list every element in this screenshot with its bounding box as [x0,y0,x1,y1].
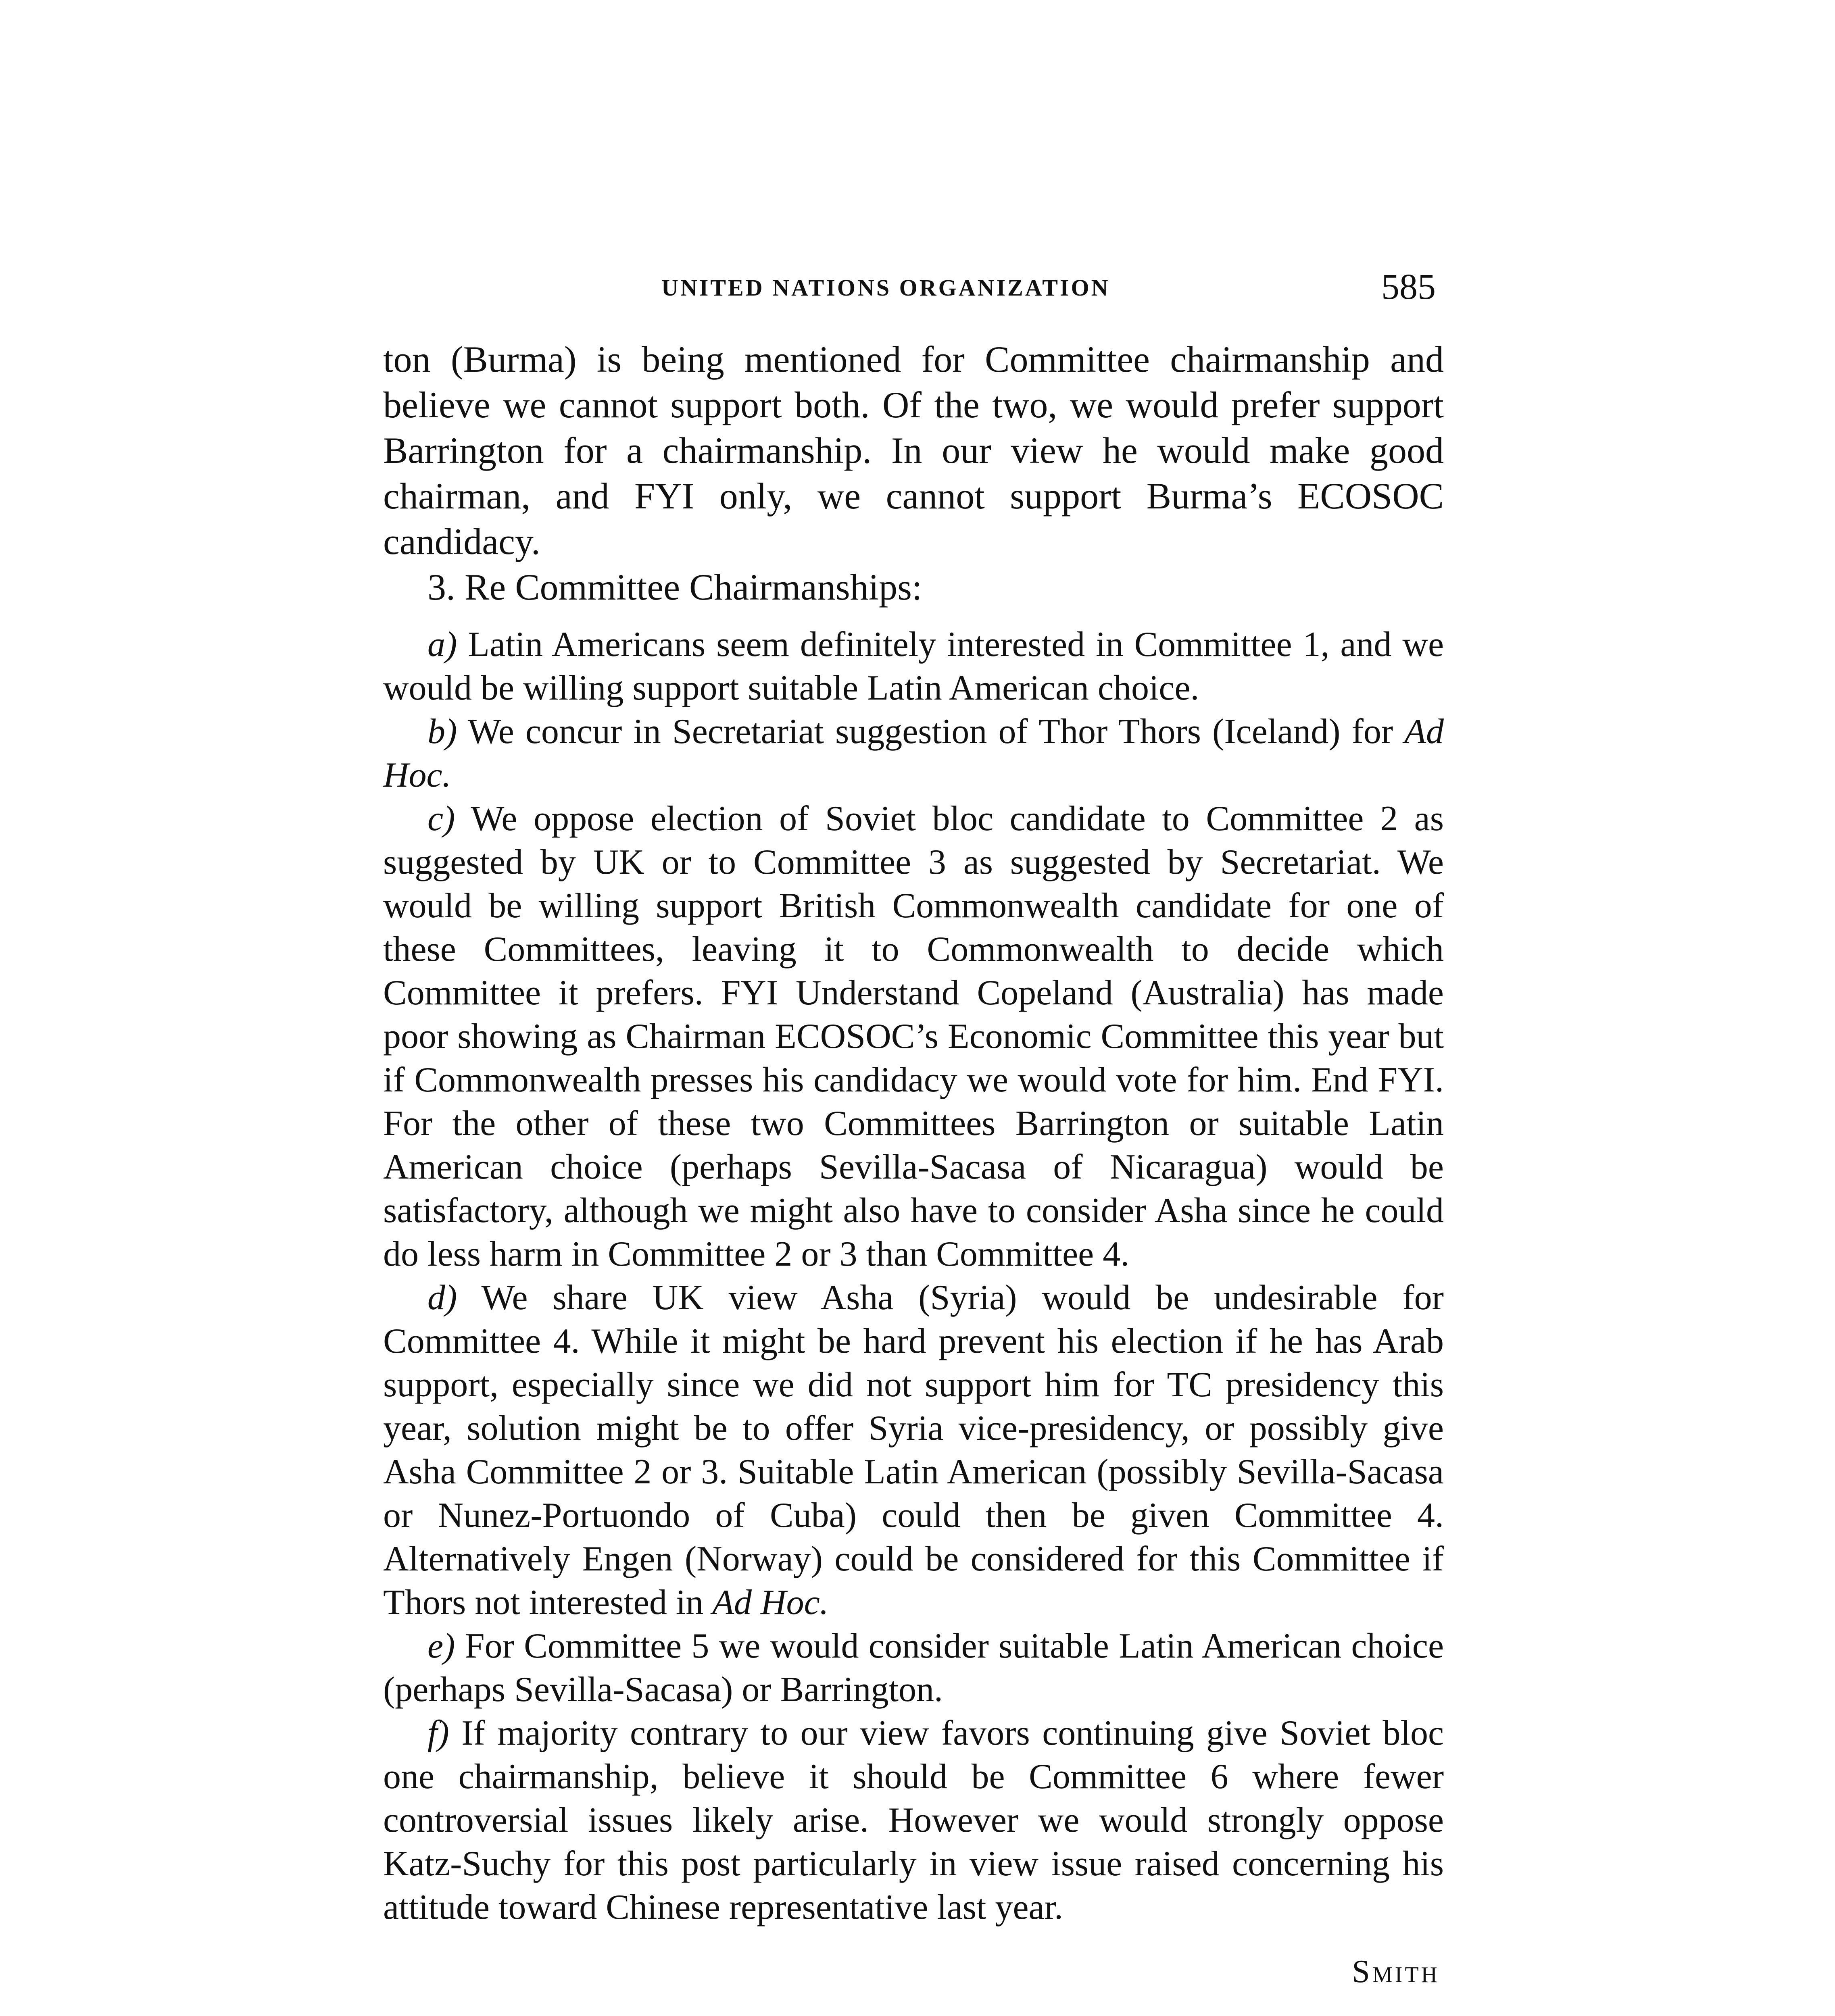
item-f-text: If majority contrary to our view favors continuing give Soviet bloc one chairmanship, believe it should be Committee 6 where fewer controversial issues likely arise. However we would strongly oppose Katz-Suchy for this post particularly in view issue raised concerning his attitude toward Chinese representative last year. [383,1714,1444,1927]
item-a [383,623,1444,710]
item-d [383,1276,1444,1624]
page-header [379,266,1444,310]
item-d-italic: Ad Hoc. [712,1583,829,1622]
item-b-label: b) [427,712,457,751]
item-a-label: a) [427,625,457,664]
item-c-label: c) [427,799,455,838]
item-f-label: f) [427,1714,449,1753]
item-c [383,797,1444,1276]
item-e-text: For Committee 5 we would consider suitable Latin American choice (perhaps Sevilla-Sacasa) or Barrington. [383,1627,1444,1709]
intro-paragraph: ton (Burma) is being mentioned for Committee chairmanship and believe we cannot support both. Of the two, we would prefer support Barrington for a chairmanship. In our view he would make good chairman, and FYI only, we cannot support Burma’s ECOSOC candidacy. [383,339,1444,562]
signature: Smith [1352,1954,1440,1989]
item-b-text: We concur in Secretariat suggestion of Thor Thors (Iceland) for [467,712,1405,751]
item-b [383,710,1444,797]
item-d-label: d) [427,1278,457,1317]
item-d-text: We share UK view Asha (Syria) would be undesirable for Committee 4. While it might be hard prevent his election if he has Arab support, especially since we did not support him for TC presidency this year, solution might be to offer Syria vice-presidency, or possibly give Asha Committee 2 or 3. Suitable Latin American (possibly Sevilla-Sacasa or Nunez-Portuondo of Cuba) could then be given Committee 4. Alternatively Engen (Norway) could be considered for this Committee if Thors not interested in [383,1278,1444,1622]
item-e [383,1624,1444,1712]
running-title: UNITED NATIONS ORGANIZATION [661,275,1110,301]
page-body [383,337,1444,2016]
item-e-label: e) [427,1627,455,1666]
item-f [383,1712,1444,1929]
item-a-text: Latin Americans seem definitely interested in Committee 1, and we would be willing support suitable Latin American choice. [383,625,1444,708]
page-number: 585 [1381,267,1436,307]
item-b-italic: Ad Hoc. [383,712,1444,795]
item-c-text: We oppose election of Soviet bloc candidate to Committee 2 as suggested by UK or to Committee 3 as suggested by Secretariat. We would be willing support British Commonwealth candidate for one of these Committees, leaving it to Commonwealth to decide which Committee it prefers. FYI Understand Copeland (Australia) has made poor showing as Chairman ECOSOC’s Economic Committee this year but if Commonwealth presses his candidacy we would vote for him. End FYI. For the other of these two Committees Barrington or suitable Latin American choice (perhaps Sevilla-Sacasa of Nicaragua) would be satisfactory, although we might also have to consider Asha since he could do less harm in Committee 2 or 3 than Committee 4. [383,799,1444,1274]
point-3-heading: 3. Re Committee Chairmanships: [427,566,922,608]
